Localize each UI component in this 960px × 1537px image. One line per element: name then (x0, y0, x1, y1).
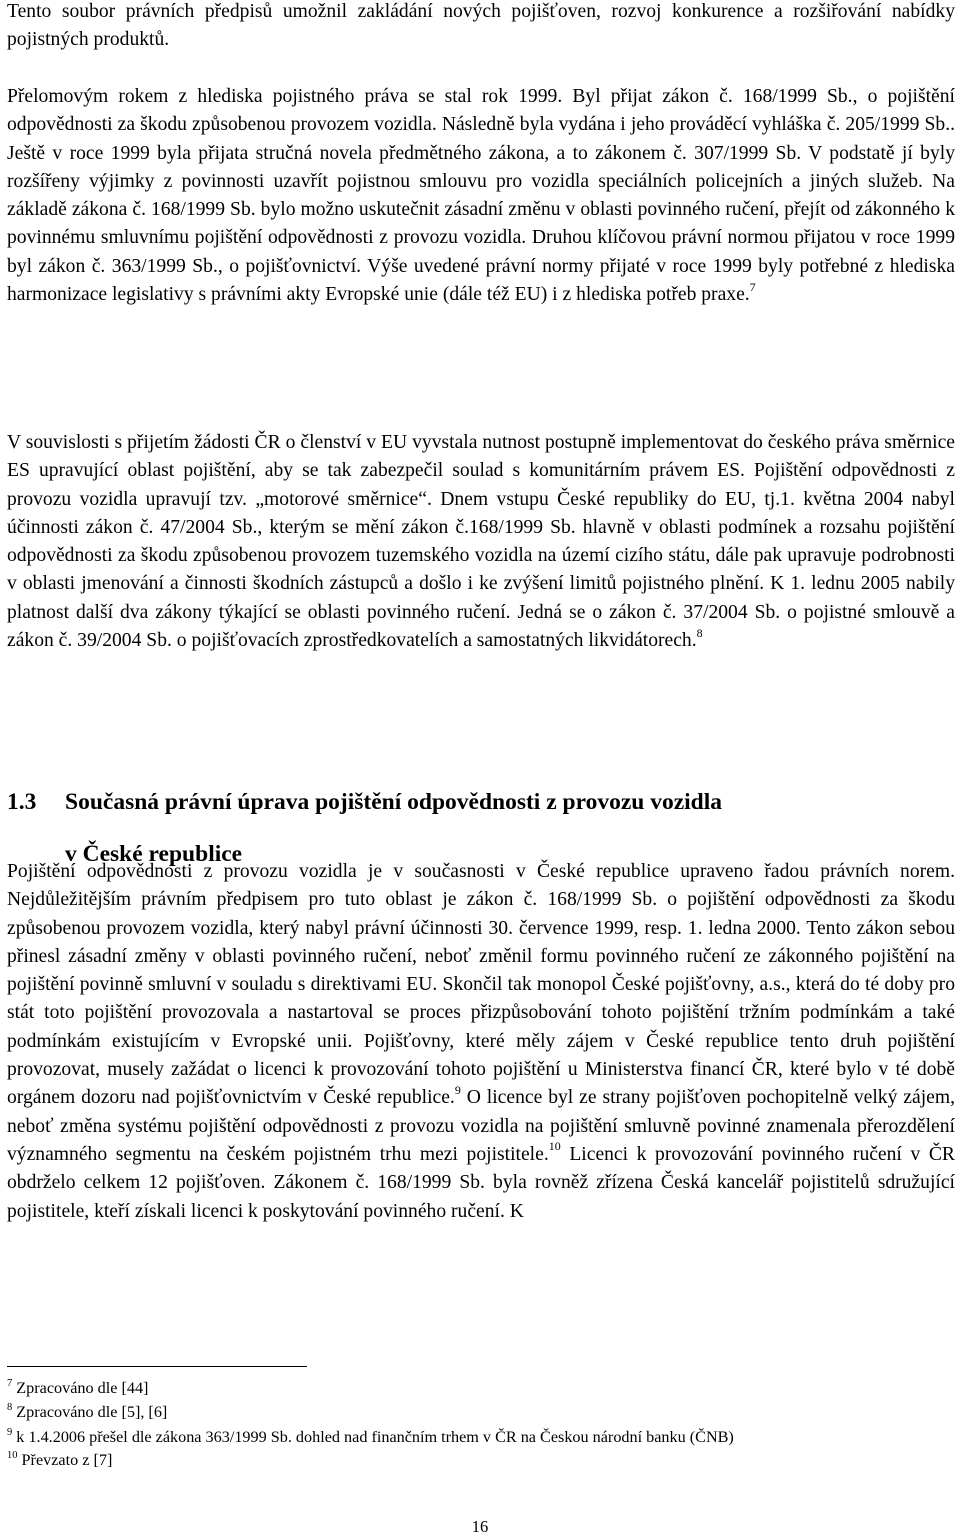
page-number: 16 (471, 1517, 489, 1536)
footnote-ref[interactable]: 10 (548, 1139, 561, 1154)
paragraph-intro (7, 0, 955, 55)
paragraph-eu-membership (7, 429, 955, 655)
paragraph-text: O licence byl ze strany pojišťoven pochopitelně velký zájem, neboť změna systému pojištění odpovědnosti z provozu vozidla na pojištění smluvně povinné znamenala přerozdělení významného segmentu na českém pojistném trhu mezi pojistitele. (7, 1087, 955, 1165)
section-title-line-1: Současná právní úprava pojištění odpovědnosti z provozu vozidla (65, 789, 723, 815)
paragraph-text: Licenci k provozování povinného ručení v ČR obdrželo celkem 12 pojišťoven. Zákonem č. 168/1999 Sb. byla rovněž zřízena Česká kancelář pojistitelů sdružující pojistitele, kteří získali licenci k poskytování povinného ručení. K (7, 1143, 955, 1222)
footnote-text: k 1.4.2006 přešel dle zákona 363/1999 Sb. dohled nad finančním trhem v ČR na Českou národní banku (ČNB) (12, 1428, 734, 1446)
footnote (7, 1378, 955, 1398)
footnote (7, 1427, 955, 1447)
footnote-ref[interactable]: 9 (454, 1082, 461, 1097)
paragraph-1999-legislation (7, 83, 955, 309)
paragraph-text: V souvislosti s přijetím žádosti ČR o členství v EU vyvstala nutnost postupně implementovat do českého práva směrnice ES upravující oblast pojištění, aby se tak zabezpečil soulad s komunitárním právem ES. Pojištění odpovědnosti z provozu vozidla upravují tzv. „motorové směrnice“. Dnem vstupu České republiky do EU, tj.1. května 2004 nabyl účinnosti zákon č. 47/2004 Sb., kterým se mění zákon č.168/1999 Sb. hlavně v oblasti podmínek a rozsahu pojištění odpovědnosti za škodu způsobenou provozem tuzemského vozidla na území cizího státu, dále pak upravuje podrobnosti v oblasti jmenování a činnosti škodních zástupců a došlo i ke zvýšení limitů pojistného plnění. K 1. lednu 2005 nabily platnost další dva zákony týkající se oblasti povinného ručení. Jedná se o zákon č. 37/2004 Sb. o pojistné smlouvě a zákon č. 39/2004 Sb. o pojišťovacích zprostředkovatelích a samostatných likvidátorech. (7, 432, 955, 652)
footnote-number: 9 (7, 1426, 13, 1438)
footnote-text: Zpracováno dle [44] (12, 1379, 149, 1397)
paragraph-current-regulation (7, 858, 955, 1226)
paragraph-text: Tento soubor právních předpisů umožnil zakládání nových pojišťoven, rozvoj konkurence a rozšiřování nabídky pojistných produktů. (7, 1, 955, 51)
footnote-divider (7, 1366, 307, 1367)
footnote-text: Zpracováno dle [5], [6] (12, 1403, 168, 1421)
footnote-text: Převzato z [7] (17, 1451, 113, 1469)
footnote-ref[interactable]: 8 (696, 625, 703, 640)
footnote (7, 1450, 955, 1470)
footnote-number: 8 (7, 1401, 13, 1413)
paragraph-text: Pojištění odpovědnosti z provozu vozidla je v současnosti v České republice upraveno řadou právních norem. Nejdůležitějším právním předpisem pro tuto oblast je zákon č. 168/1999 Sb. o pojištění odpovědnosti za škodu způsobenou provozem vozidla, který nabyl právní účinnosti 30. července 1999, resp. 1. ledna 2000. Tento zákon sebou přinesl zásadní změny v oblasti povinného ručení, neboť změnil formu povinného ručení ze zákonného pojištění na pojištění povinně smluvní v souladu s direktivami EU. Skončil tak monopol České pojišťovny, a.s., která do té doby pro stát toto pojištění provozovala a nastartoval se proces přizpůsobování tohoto pojištění tržním podmínkám a také podmínkám existujícím v Evropské unii. Pojišťovny, které měly zájem v České republice tento druh pojištění provozovat, musely zažádat o licenci k provozování tohoto pojištění u Ministerstva financí ČR, které bylo v té době orgánem dozoru nad pojišťovnictvím v České republice. (7, 861, 955, 1109)
footnote-number: 7 (7, 1377, 13, 1389)
footnote (7, 1402, 955, 1422)
footnote-number: 10 (7, 1449, 18, 1461)
section-number: 1.3 (7, 789, 37, 815)
section-title-line-2: v České republice (65, 841, 243, 867)
paragraph-text: Přelomovým rokem z hlediska pojistného práva se stal rok 1999. Byl přijat zákon č. 168/1999 Sb., o pojištění odpovědnosti za škodu způsobenou provozem vozidla. Následně byla vydána i jeho prováděcí vyhláška č. 205/1999 Sb.. Ještě v roce 1999 byla přijata stručná novela předmětného zákona, a to zákonem č. 307/1999 Sb. V podstatě jí byly rozšířeny výjimky z povinnosti uzavřít pojistnou smlouvu pro vozidla speciálních policejních a jiných služeb. Na základě zákona č. 168/1999 Sb. bylo možno uskutečnit zásadní změnu v oblasti povinného ručení, přejít od zákonného k povinnému smluvnímu pojištění odpovědnosti z provozu vozidla. Druhou klíčovou právní normou přijatou v roce 1999 byl zákon č. 363/1999 Sb., o pojišťovnictví. Výše uvedené právní normy přijaté v roce 1999 byly potřebné z hlediska harmonizace legislativy s právními akty Evropské unie (dále též EU) i z hlediska potřeb praxe. (7, 86, 955, 306)
footnote-ref[interactable]: 7 (749, 279, 756, 294)
